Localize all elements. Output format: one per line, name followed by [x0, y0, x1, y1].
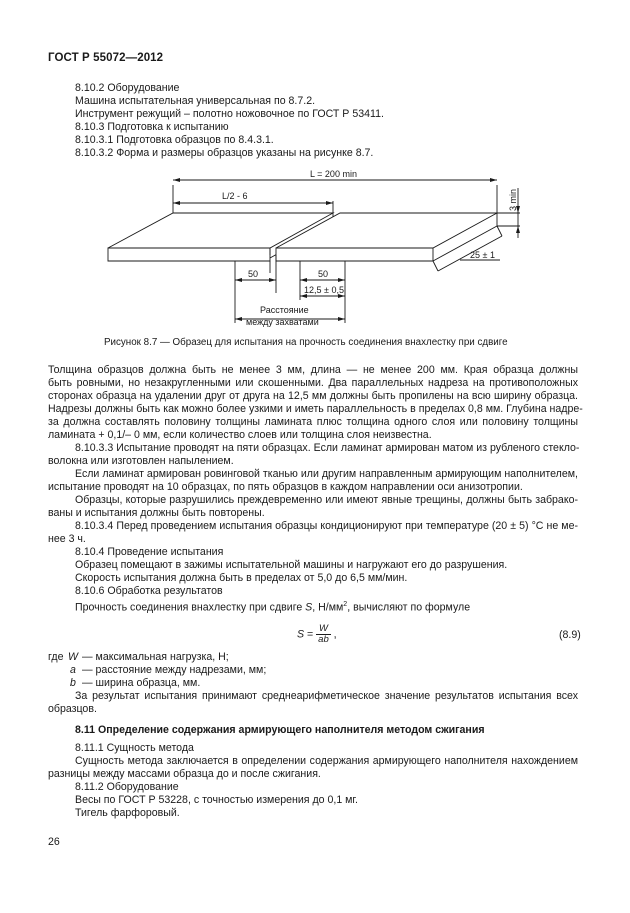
- specimen-figure: [100, 163, 540, 338]
- where-definition: — расстояние между надрезами, мм;: [82, 664, 267, 676]
- paragraph-line: ваны и испытания должны быть повторены.: [48, 507, 265, 519]
- text-line: Тигель фарфоровый.: [75, 807, 180, 819]
- text-line: 8.10.6 Обработка результатов: [75, 585, 223, 597]
- page-number: 26: [48, 836, 60, 848]
- paragraph-line: Образцы, которые разрушились преждевременно или имеют явные трещины, должны быть забрако-: [75, 494, 578, 506]
- paragraph-line: 8.10.3.4 Перед проведением испытания образцы кондиционируют при температуре (20 ± 5) °С не ме-: [75, 520, 578, 532]
- where-symbol: b: [70, 677, 76, 689]
- strength-text-end: , вычисляют по формуле: [347, 601, 471, 614]
- dim-total-length: L = 200 min: [310, 169, 357, 179]
- figure-caption: Рисунок 8.7 — Образец для испытания на прочность соединения внахлестку при сдвиге: [104, 337, 508, 348]
- dim-50-left: 50: [248, 269, 259, 279]
- paragraph-line: Сущность метода заключается в определении содержания армирующего наполнителя нахождением: [75, 755, 578, 767]
- section-heading: 8.11 Определение содержания армирующего наполнителя методом сжигания: [75, 724, 485, 736]
- dim-thickness: 3 min: [508, 188, 518, 211]
- document-header: ГОСТ Р 55072—2012: [48, 52, 164, 64]
- text-line: Образец помещают в зажимы испытательной машины и нагружают его до разрушения.: [75, 559, 508, 571]
- text-line: 8.11.2 Оборудование: [75, 781, 179, 793]
- where-definition: — максимальная нагрузка, Н;: [82, 651, 229, 663]
- text-line: Машина испытательная универсальная по 8.7.2.: [75, 95, 316, 107]
- formula-lhs: S: [297, 628, 305, 641]
- formula-tail: ,: [330, 628, 337, 641]
- formula-eq: =: [304, 628, 317, 641]
- text-line: 8.10.3 Подготовка к испытанию: [75, 121, 229, 133]
- strength-symbol: S: [305, 601, 313, 614]
- text-line: 8.10.3.1 Подготовка образцов по 8.4.3.1.: [75, 134, 274, 146]
- strength-text: Прочность соединения внахлестку при сдвиге: [75, 601, 306, 614]
- formula-numerator: W: [316, 624, 331, 635]
- where-lead: где: [48, 651, 64, 663]
- strength-line: [75, 598, 470, 615]
- paragraph-line: Толщина образцов должна быть не менее 3 мм, длина — не менее 200 мм. Края образца должны: [48, 364, 578, 376]
- dim-width: 25 ± 1: [470, 250, 495, 260]
- formula-8-9: [297, 624, 337, 645]
- dim-half-length: L/2 - 6: [222, 191, 248, 201]
- text-line: Скорость испытания должна быть в пределах от 5,0 до 6,5 мм/мин.: [75, 572, 408, 584]
- grip-distance-label-2: между захватами: [246, 317, 319, 327]
- strength-unit: , Н/мм: [312, 601, 344, 614]
- text-line: Весы по ГОСТ Р 53228, с точностью измерения до 0,1 мг.: [75, 794, 358, 806]
- text-line: Инструмент режущий – полотно ножовочное по ГОСТ Р 53411.: [75, 108, 384, 120]
- dim-50-right: 50: [318, 269, 329, 279]
- where-definition: — ширина образца, мм.: [82, 677, 201, 689]
- paragraph-line: испытание проводят на 10 образцах, по пять образцов в каждом направлении оси анизотропии.: [48, 481, 523, 493]
- grip-distance-label-1: Расстояние: [260, 305, 309, 315]
- dim-notch-spacing: 12,5 ± 0,5: [304, 285, 344, 295]
- paragraph-line: за должна составлять половину толщины ламината плюс толщина одного слоя или половину толщины: [48, 416, 578, 428]
- paragraph-line: 8.10.3.3 Испытание проводят на пяти образцах. Если ламинат армирован матом из рубленого стекло-: [75, 442, 580, 454]
- where-symbol: a: [70, 664, 76, 676]
- paragraph-line: Если ламинат армирован ровинговой тканью или другим направленным армирующим наполнителем,: [75, 468, 578, 480]
- paragraph-line: образцов.: [48, 703, 97, 715]
- paragraph-line: сторонах образца на удалении друг от друга на 12,5 мм должны быть пропилены на всю ширину образца.: [48, 390, 578, 402]
- equation-number: (8.9): [559, 629, 581, 641]
- text-line: 8.10.3.2 Форма и размеры образцов указаны на рисунке 8.7.: [75, 147, 374, 159]
- text-line: 8.11.1 Сущность метода: [75, 742, 194, 754]
- where-symbol: W: [68, 651, 78, 663]
- paragraph-line: быть ровными, но незакругленными или скошенными. Два параллельных надреза на противоположных: [48, 377, 578, 389]
- paragraph-line: ламината + 0,1/– 0 мм, если количество слоев или толщина слоя неизвестна.: [48, 429, 432, 441]
- paragraph-line: волокна или изготовлен напылением.: [48, 455, 234, 467]
- paragraph-line: Надрезы должны быть как можно более узкими и иметь параллельность в пределах 0,8 мм. Глубина надре-: [48, 403, 583, 415]
- paragraph-line: За результат испытания принимают среднеарифметическое значение результатов испытания всех: [75, 690, 578, 702]
- text-line: 8.10.2 Оборудование: [75, 82, 180, 94]
- formula-denominator: ab: [318, 634, 329, 645]
- strength-unit-sup: 2: [343, 601, 348, 608]
- paragraph-line: разницы между массами образца до и после сжигания.: [48, 768, 321, 780]
- formula-fraction: [316, 624, 331, 645]
- paragraph-line: нее 3 ч.: [48, 533, 86, 545]
- text-line: 8.10.4 Проведение испытания: [75, 546, 224, 558]
